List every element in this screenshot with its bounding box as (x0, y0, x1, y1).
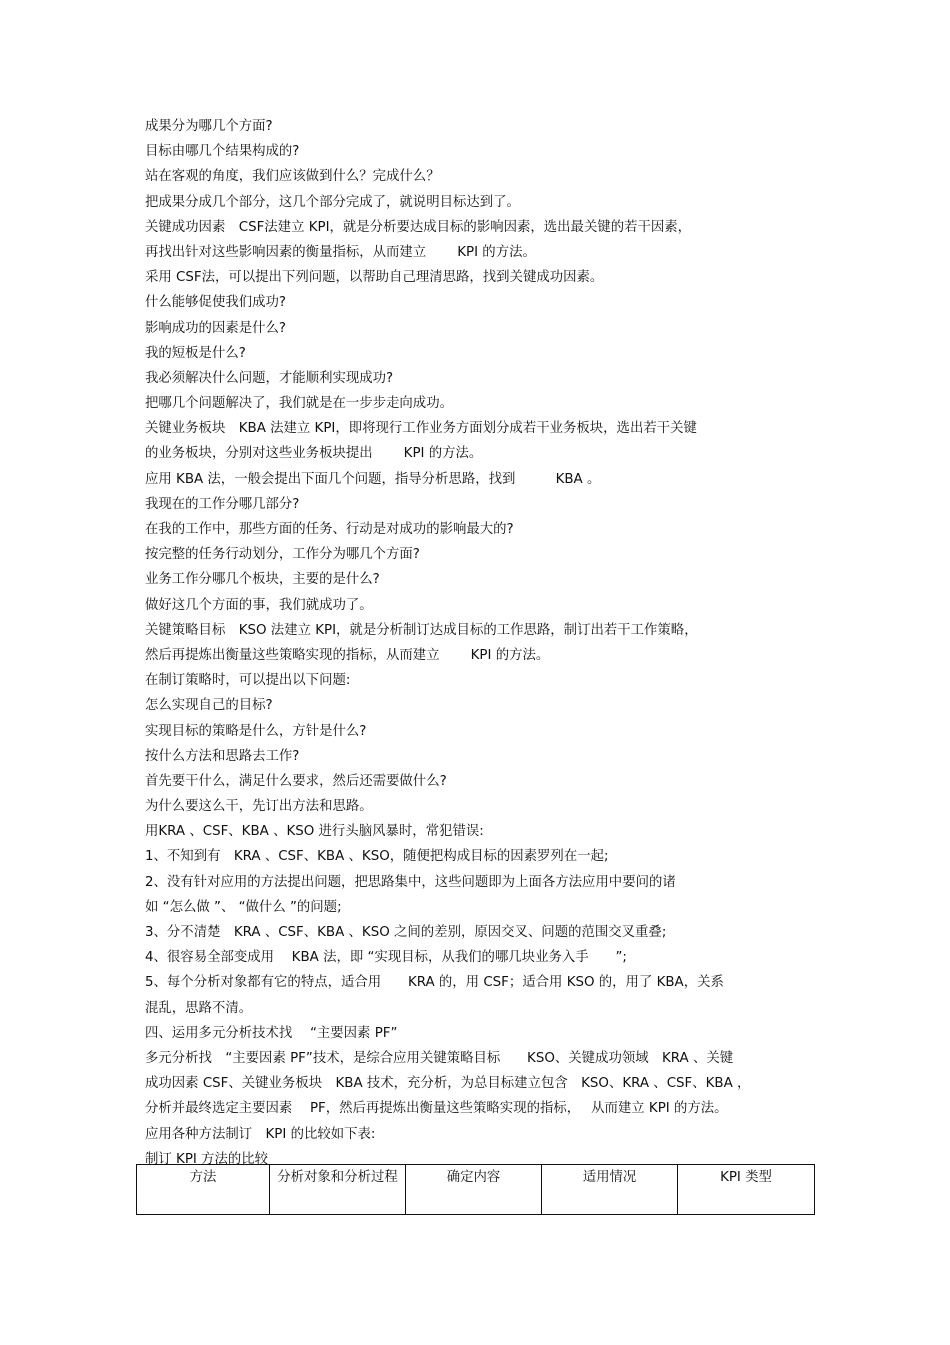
text-line: 在制订策略时，可以提出以下问题: (145, 673, 351, 689)
table-header-kpi-type: KPI 类型 (678, 1165, 815, 1215)
text-line: 关键成功因素 CSF法建立 KPI，就是分析要达成目标的影响因素，选出最关键的若干因素， (145, 219, 692, 235)
text-line: 业务工作分哪几个板块，主要的是什么? (145, 572, 380, 588)
text-line: 成功因素 CSF、关键业务板块 KBA 技术，充分析，为总目标建立包含 KSO、KRA 、CSF、KBA ， (145, 1076, 751, 1092)
table-header-content: 确定内容 (406, 1165, 542, 1215)
text-line: 实现目标的策略是什么，方针是什么? (145, 723, 367, 739)
text-line: 什么能够促使我们成功? (145, 295, 287, 311)
text-line: 多元分析找 “主要因素 PF”技术，是综合应用关键策略目标 KSO、关键成功领域 KRA 、关键 (145, 1050, 734, 1066)
text-line: 目标由哪几个结果构成的? (145, 144, 300, 160)
text-line: 制订 KPI 方法的比较 (145, 1151, 269, 1167)
text-line: 应用各种方法制订 KPI 的比较如下表: (145, 1126, 376, 1142)
text-line: 如 “怎么做 ”、 “做什么 ”的问题; (145, 899, 342, 915)
text-line: 关键策略目标 KSO 法建立 KPI，就是分析制订达成目标的工作思路，制订出若干工作策略， (145, 622, 698, 638)
table-header-method: 方法 (137, 1165, 270, 1215)
text-line: 我必须解决什么问题，才能顺利实现成功? (145, 370, 394, 386)
text-line: 做好这几个方面的事，我们就成功了。 (145, 597, 373, 613)
text-line: 成果分为哪几个方面? (145, 119, 273, 134)
table-header-applicability: 适用情况 (542, 1165, 678, 1215)
text-line: 3、分不清楚 KRA 、CSF、KBA 、KSO 之间的差别，原因交叉、问题的范围交叉重叠; (145, 925, 667, 940)
text-line: 2、没有针对应用的方法提出问题，把思路集中，这些问题即为上面各方法应用中要问的诸 (145, 874, 676, 890)
text-line: 应用 KBA 法，一般会提出下面几个问题，指导分析思路，找到 KBA 。 (145, 471, 601, 487)
text-line: 站在客观的角度，我们应该做到什么？完成什么？ (145, 169, 440, 185)
text-line: 5、每个分析对象都有它的特点，适合用 KRA 的，用 CSF；适合用 KSO 的，用了 KBA，关系 (145, 975, 724, 991)
text-line: 按完整的任务行动划分，工作分为哪几个方面? (145, 547, 420, 563)
kpi-method-comparison-table (136, 1164, 815, 1215)
text-line: 采用 CSF法，可以提出下列问题，以帮助自己理清思路，找到关键成功因素。 (145, 270, 604, 286)
text-line: 用KRA 、CSF、KBA 、KSO 进行头脑风暴时，常犯错误: (145, 824, 484, 840)
text-line: 我的短板是什么? (145, 345, 246, 361)
text-line: 首先要干什么，满足什么要求，然后还需要做什么? (145, 773, 447, 789)
text-line: 分析并最终选定主要因素 PF，然后再提炼出衡量这些策略实现的指标， 从而建立 KPI 的方法。 (145, 1101, 728, 1117)
text-line: 把哪几个问题解决了，我们就是在一步步走向成功。 (145, 396, 453, 412)
text-line: 影响成功的因素是什么? (145, 320, 287, 336)
text-line: 按什么方法和思路去工作? (145, 748, 300, 764)
text-line: 混乱，思路不清。 (145, 1000, 253, 1016)
text-line: 为什么要这么干，先订出方法和思路。 (145, 799, 373, 815)
table-header-analysis-object: 分析对象和分析过程 (270, 1165, 406, 1215)
text-line: 关键业务板块 KBA 法建立 KPI，即将现行工作业务方面划分成若干业务板块，选出若干关键 (145, 421, 697, 437)
text-line: 我现在的工作分哪几部分? (145, 496, 300, 512)
document-body (145, 114, 813, 1172)
text-line: 把成果分成几个部分，这几个部分完成了，就说明目标达到了。 (145, 194, 520, 210)
text-line: 的业务板块，分别对这些业务板块提出 KPI 的方法。 (145, 446, 483, 462)
text-line: 四、运用多元分析技术找 “主要因素 PF” (145, 1025, 398, 1041)
text-line: 然后再提炼出衡量这些策略实现的指标，从而建立 KPI 的方法。 (145, 647, 550, 663)
text-line: 1、不知到有 KRA 、CSF、KBA 、KSO，随便把构成目标的因素罗列在一起; (145, 849, 609, 865)
text-line: 4、很容易全部变成用 KBA 法，即 “实现目标，从我们的哪几块业务入手 ”; (145, 950, 627, 966)
text-line: 在我的工作中，那些方面的任务、行动是对成功的影响最大的? (145, 522, 514, 537)
text-line: 再找出针对这些影响因素的衡量指标，从而建立 KPI 的方法。 (145, 244, 536, 260)
table-header-row (137, 1165, 815, 1215)
text-line: 怎么实现自己的目标? (145, 698, 273, 714)
